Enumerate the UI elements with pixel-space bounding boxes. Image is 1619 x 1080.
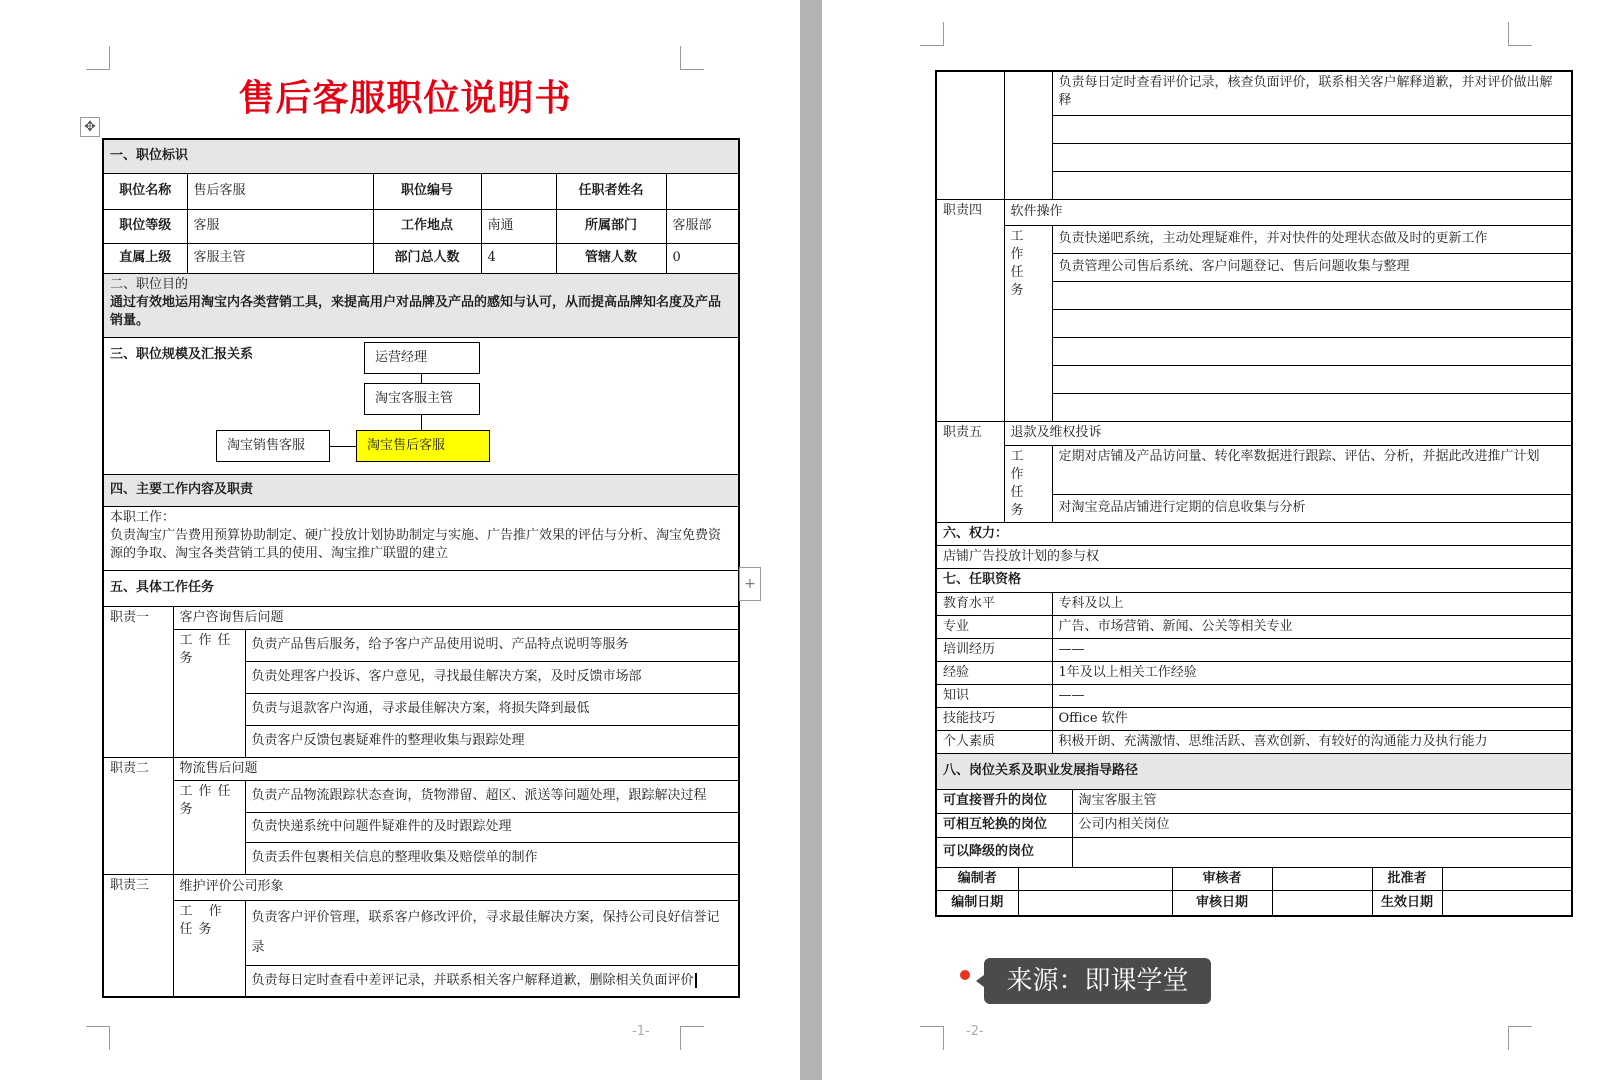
field-value[interactable]: 客服主管: [187, 243, 373, 273]
task-item[interactable]: 对淘宝竞品店铺进行定期的信息收集与分析: [1052, 494, 1572, 522]
page-corner-mark: [920, 22, 944, 46]
signoff-value[interactable]: [1018, 867, 1172, 890]
section-heading-identity: 一、职位标识: [103, 139, 739, 173]
page-gutter: [800, 0, 822, 1080]
field-value[interactable]: [666, 173, 739, 209]
qualification-label: 个人素质: [936, 730, 1052, 753]
task-label-continued: [1004, 71, 1052, 199]
task-item[interactable]: [1052, 393, 1572, 421]
qualification-value[interactable]: 专科及以上: [1052, 592, 1572, 615]
main-work-label: 本职工作：: [110, 509, 176, 525]
record-dot-icon: [960, 970, 970, 980]
org-box-cs-supervisor[interactable]: 淘宝客服主管: [364, 383, 480, 415]
duty-name[interactable]: 维护评价公司形象: [173, 874, 739, 900]
document-title: 售后客服职位说明书: [238, 78, 572, 119]
task-item[interactable]: [1052, 365, 1572, 393]
signoff-value[interactable]: [1442, 890, 1572, 916]
task-item[interactable]: 负责丢件包裹相关信息的整理收集及赔偿单的制作: [245, 842, 739, 874]
page-number: -2-: [966, 1024, 984, 1039]
page-corner-mark: [86, 46, 110, 70]
job-description-table: [102, 138, 740, 998]
field-label: 部门总人数: [373, 243, 481, 273]
field-value[interactable]: 南通: [481, 209, 556, 243]
signoff-value[interactable]: [1272, 890, 1372, 916]
signoff-value[interactable]: [1442, 867, 1572, 890]
career-label: 可以降级的岗位: [936, 837, 1072, 867]
qualification-value[interactable]: 1年及以上相关工作经验: [1052, 661, 1572, 684]
org-connector: [330, 446, 356, 447]
qualification-label: 技能技巧: [936, 707, 1052, 730]
qualification-label: 培训经历: [936, 638, 1052, 661]
task-label: 工作任务: [173, 629, 245, 757]
field-label: 管辖人数: [556, 243, 666, 273]
signoff-value[interactable]: [1272, 867, 1372, 890]
page-corner-mark: [1508, 1026, 1532, 1050]
duty-name[interactable]: 物流售后问题: [173, 757, 739, 780]
duty-name[interactable]: 软件操作: [1004, 199, 1572, 225]
field-value[interactable]: 客服部: [666, 209, 739, 243]
purpose-section: [103, 273, 739, 337]
signoff-label: 编制者: [936, 867, 1018, 890]
qualification-value[interactable]: ——: [1052, 638, 1572, 661]
purpose-text[interactable]: 通过有效地运用淘宝内各类营销工具，来提高用户对品牌及产品的感知与认可，从而提高品牌知名度及产品销量。: [110, 294, 722, 328]
section-heading-career: 八、岗位关系及职业发展指导路径: [936, 753, 1572, 789]
signoff-label: 审核者: [1172, 867, 1272, 890]
job-description-table-continued: [935, 70, 1573, 917]
main-work-text[interactable]: 负责淘宝广告费用预算协助制定、硬广投放计划协助制定与实施、广告推广效果的评估与分析、淘宝免费资源的争取、淘宝各类营销工具的使用、淘宝推广联盟的建立: [110, 527, 722, 561]
career-label: 可直接晋升的岗位: [936, 789, 1072, 813]
qualification-value[interactable]: ——: [1052, 684, 1572, 707]
duty-label: 职责二: [103, 757, 173, 874]
qualification-label: 教育水平: [936, 592, 1052, 615]
field-label: 职位名称: [103, 173, 187, 209]
duty-label-continued: [936, 71, 1004, 199]
page-number: -1-: [632, 1024, 650, 1039]
field-value[interactable]: 4: [481, 243, 556, 273]
qualification-value[interactable]: 积极开朗、充满激情、思维活跃、喜欢创新、有较好的沟通能力及执行能力: [1052, 730, 1572, 753]
task-label: 工作任务: [1004, 445, 1052, 522]
duty-label: 职责五: [936, 421, 1004, 522]
org-box-sales-cs[interactable]: 淘宝销售客服: [216, 430, 330, 462]
signoff-label: 审核日期: [1172, 890, 1272, 916]
field-label: 工作地点: [373, 209, 481, 243]
task-item[interactable]: 负责产品售后服务，给予客户产品使用说明、产品特点说明等服务: [245, 629, 739, 661]
task-item[interactable]: 负责客户反馈包裹疑难件的整理收集与跟踪处理: [245, 725, 739, 757]
task-item[interactable]: 负责快递系统中问题件疑难件的及时跟踪处理: [245, 812, 739, 842]
expand-button[interactable]: +: [739, 567, 761, 601]
section-heading-power: 六、权力：: [936, 522, 1572, 545]
page-corner-mark: [680, 46, 704, 70]
org-chart-cell: [103, 337, 739, 474]
field-label: 任职者姓名: [556, 173, 666, 209]
section-heading-tasks: 五、具体工作任务: [103, 570, 739, 606]
task-item[interactable]: [1052, 309, 1572, 337]
section-heading-main-work: 四、主要工作内容及职责: [103, 474, 739, 506]
page-corner-mark: [680, 1026, 704, 1050]
field-value[interactable]: 售后客服: [187, 173, 373, 209]
field-value[interactable]: 0: [666, 243, 739, 273]
field-value[interactable]: [481, 173, 556, 209]
tooltip-pointer: [976, 975, 984, 987]
qualification-label: 专业: [936, 615, 1052, 638]
text-cursor: [695, 973, 697, 988]
career-value[interactable]: [1072, 837, 1572, 867]
task-item[interactable]: 负责快递吧系统，主动处理疑难件，并对快件的处理状态做及时的更新工作: [1052, 225, 1572, 253]
field-label: 所属部门: [556, 209, 666, 243]
duty-label: 职责四: [936, 199, 1004, 421]
power-text[interactable]: 店铺广告投放计划的参与权: [936, 545, 1572, 568]
org-box-operations-manager[interactable]: 运营经理: [364, 342, 480, 374]
signoff-label: 生效日期: [1372, 890, 1442, 916]
duty-name[interactable]: 退款及维权投诉: [1004, 421, 1572, 445]
signoff-label: 批准者: [1372, 867, 1442, 890]
task-label: 工 作任务: [1004, 225, 1052, 421]
task-item[interactable]: 负责每日定时查看评价记录，核查负面评价，联系相关客户解释道歉，并对评价做出解释: [1052, 71, 1572, 115]
field-label: 直属上级: [103, 243, 187, 273]
field-label: 职位编号: [373, 173, 481, 209]
duty-name[interactable]: 客户咨询售后问题: [173, 606, 739, 629]
field-label: 职位等级: [103, 209, 187, 243]
qualification-label: 经验: [936, 661, 1052, 684]
task-item[interactable]: 负责处理客户投诉、客户意见，寻找最佳解决方案，及时反馈市场部: [245, 661, 739, 693]
task-item[interactable]: 负责管理公司售后系统、客户问题登记、售后问题收集与整理: [1052, 253, 1572, 281]
task-label: 工作任务: [173, 780, 245, 874]
section-heading-purpose: 二、职位目的: [110, 276, 189, 292]
qualification-value[interactable]: 广告、市场营销、新闻、公关等相关专业: [1052, 615, 1572, 638]
task-item[interactable]: 负责产品物流跟踪状态查询，货物滞留、超区、派送等问题处理，跟踪解决过程: [245, 780, 739, 812]
main-work-cell: [103, 506, 739, 570]
watermark-label: 来源：即课学堂: [984, 958, 1211, 1004]
section-heading-structure: 三、职位规模及汇报关系: [110, 346, 254, 362]
table-move-handle-icon[interactable]: ✥: [80, 117, 100, 137]
qualification-value[interactable]: Office 软件: [1052, 707, 1572, 730]
task-item[interactable]: [1052, 281, 1572, 309]
signoff-value[interactable]: [1018, 890, 1172, 916]
duty-label: 职责三: [103, 874, 173, 997]
task-item-editing[interactable]: [245, 965, 739, 997]
field-value[interactable]: 客服: [187, 209, 373, 243]
duty-label: 职责一: [103, 606, 173, 757]
org-connector: [421, 374, 422, 383]
career-label: 可相互轮换的岗位: [936, 813, 1072, 837]
qualification-label: 知识: [936, 684, 1052, 707]
org-connector: [421, 415, 422, 430]
section-heading-qualification: 七、任职资格: [936, 568, 1572, 592]
career-value[interactable]: 公司内相关岗位: [1072, 813, 1572, 837]
task-item[interactable]: [1052, 115, 1572, 143]
task-item[interactable]: [1052, 143, 1572, 171]
org-chart: [104, 338, 738, 474]
document-page-1: [0, 0, 800, 1080]
signoff-label: 编制日期: [936, 890, 1018, 916]
task-item[interactable]: 负责客户评价管理，联系客户修改评价，寻求最佳解决方案，保持公司良好信誉记录: [245, 900, 739, 965]
task-item[interactable]: [1052, 171, 1572, 199]
page-corner-mark: [920, 1026, 944, 1050]
task-label: 工 作任务: [173, 900, 245, 997]
task-item[interactable]: [1052, 337, 1572, 365]
task-item[interactable]: 定期对店铺及产品访问量、转化率数据进行跟踪、评估、分析，并据此改进推广计划: [1052, 445, 1572, 494]
org-box-after-sales-cs[interactable]: 淘宝售后客服: [356, 430, 490, 462]
career-value[interactable]: 淘宝客服主管: [1072, 789, 1572, 813]
page-corner-mark: [1508, 22, 1532, 46]
page-corner-mark: [86, 1026, 110, 1050]
task-item-text[interactable]: 负责每日定时查看中差评记录，并联系相关客户解释道歉，删除相关负面评价: [251, 972, 694, 988]
task-item[interactable]: 负责与退款客户沟通，寻求最佳解决方案，将损失降到最低: [245, 693, 739, 725]
